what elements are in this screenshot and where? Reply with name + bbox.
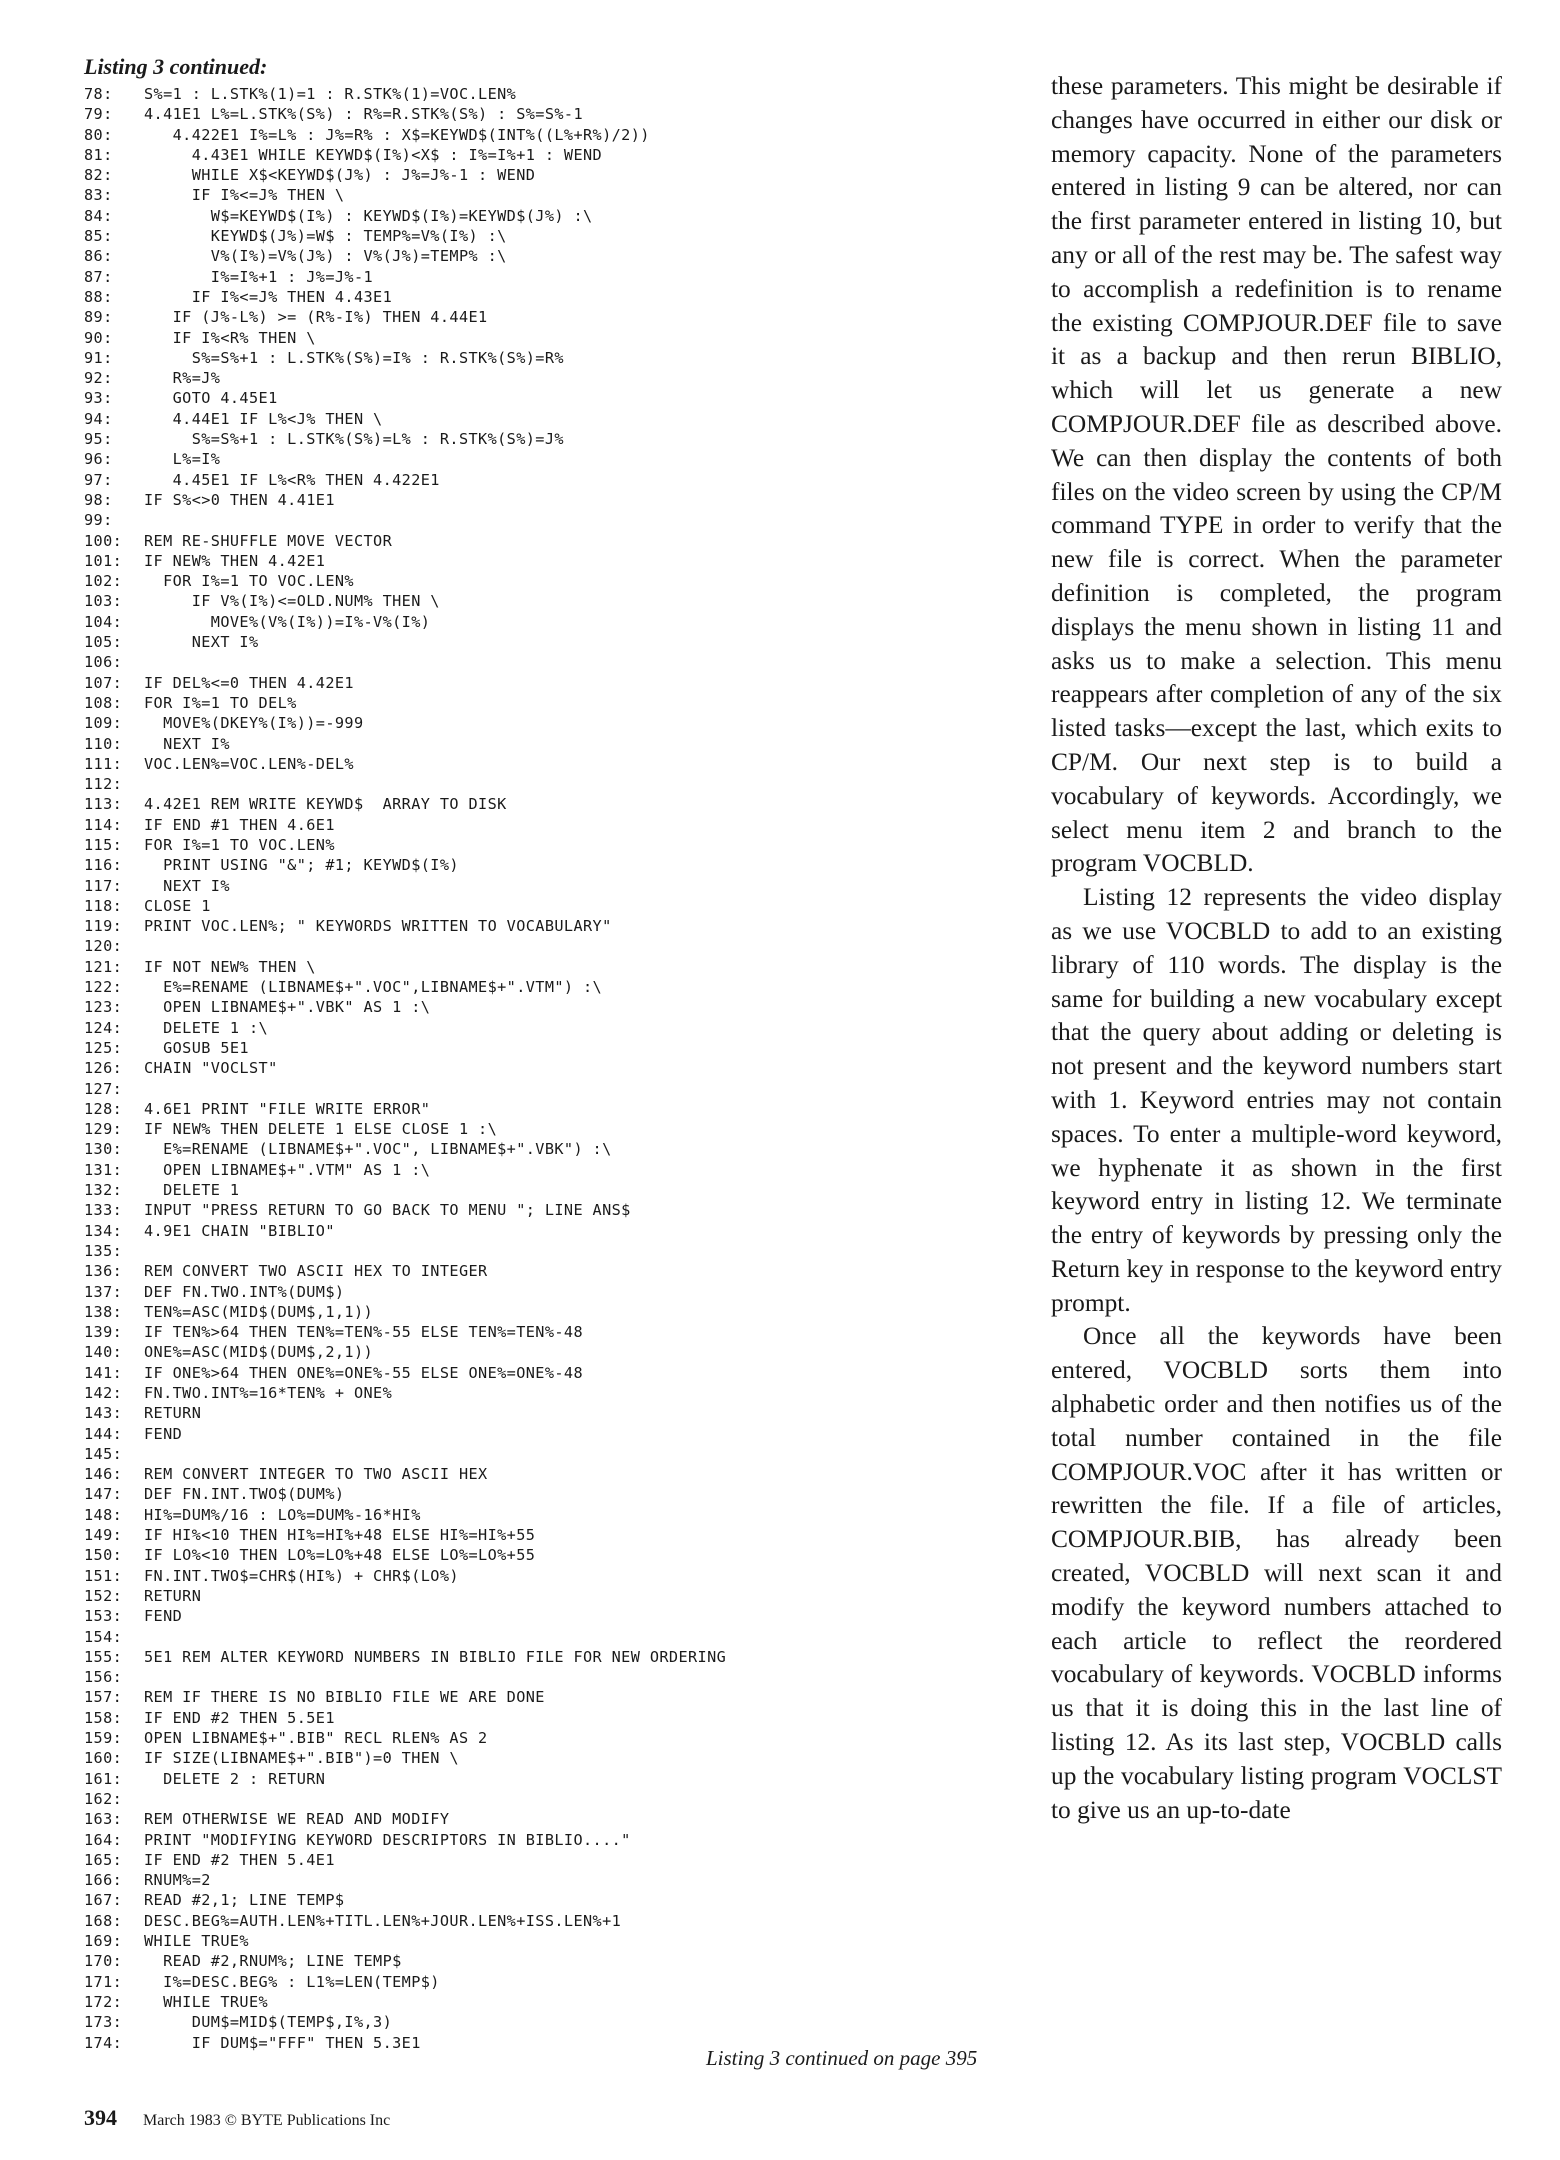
code-text: OPEN LIBNAME$+".BIB" RECL RLEN% AS 2 <box>144 1729 488 1748</box>
code-text: IF END #1 THEN 4.6E1 <box>144 815 335 834</box>
code-text: RETURN <box>144 1404 202 1423</box>
code-line <box>84 145 1014 165</box>
line-number: 119: <box>84 917 123 936</box>
code-line <box>84 612 1014 632</box>
code-text: 4.42E1 REM WRITE KEYWD$ ARRAY TO DISK <box>144 795 507 814</box>
line-number: 130: <box>84 1140 123 1159</box>
code-text: E%=RENAME (LIBNAME$+".VOC",LIBNAME$+".VTM") :\ <box>144 978 603 997</box>
code-text: PRINT USING "&"; #1; KEYWD$(I%) <box>144 856 459 875</box>
code-line <box>84 1606 1014 1626</box>
code-line <box>84 1099 1014 1119</box>
code-text: DEF FN.TWO.INT%(DUM$) <box>144 1282 345 1301</box>
code-text: IF ONE%>64 THEN ONE%=ONE%-55 ELSE ONE%=ONE%-48 <box>144 1363 584 1382</box>
code-text: L%=I% <box>144 450 221 469</box>
code-line <box>84 1647 1014 1667</box>
code-line <box>84 1890 1014 1910</box>
line-number: 154: <box>84 1627 123 1646</box>
line-number: 168: <box>84 1911 123 1930</box>
code-text: ONE%=ASC(MID$(DUM$,2,1)) <box>144 1343 374 1362</box>
line-number: 109: <box>84 714 123 733</box>
code-text: READ #2,1; LINE TEMP$ <box>144 1891 345 1910</box>
code-line <box>84 1160 1014 1180</box>
line-number: 167: <box>84 1891 123 1910</box>
code-text: 4.41E1 L%=L.STK%(S%) : R%=R.STK%(S%) : S%=S%-1 <box>144 105 584 124</box>
code-text: 4.43E1 WHILE KEYWD$(I%)<X$ : I%=I%+1 : WEND <box>144 145 603 164</box>
code-line <box>84 754 1014 774</box>
line-number: 133: <box>84 1201 123 1220</box>
line-number: 150: <box>84 1546 123 1565</box>
line-number: 92: <box>84 369 113 388</box>
line-number: 108: <box>84 693 123 712</box>
code-text: NEXT I% <box>144 734 230 753</box>
code-line <box>84 307 1014 327</box>
code-line <box>84 835 1014 855</box>
line-number: 149: <box>84 1526 123 1545</box>
code-text: S%=S%+1 : L.STK%(S%)=I% : R.STK%(S%)=R% <box>144 348 564 367</box>
code-text: IF I%<=J% THEN \ <box>144 186 345 205</box>
line-number: 80: <box>84 125 113 144</box>
line-number: 95: <box>84 430 113 449</box>
line-number: 126: <box>84 1059 123 1078</box>
code-line <box>84 693 1014 713</box>
code-line <box>84 226 1014 246</box>
line-number: 159: <box>84 1729 123 1748</box>
code-line <box>84 531 1014 551</box>
line-number: 137: <box>84 1282 123 1301</box>
code-line <box>84 429 1014 449</box>
article-column <box>1051 70 1502 1827</box>
code-text: 4.44E1 IF L%<J% THEN \ <box>144 409 383 428</box>
code-line <box>84 1586 1014 1606</box>
line-number: 129: <box>84 1120 123 1139</box>
line-number: 153: <box>84 1607 123 1626</box>
line-number: 94: <box>84 409 113 428</box>
code-line <box>84 1261 1014 1281</box>
code-line <box>84 1383 1014 1403</box>
code-line <box>84 1444 1014 1464</box>
line-number: 170: <box>84 1952 123 1971</box>
code-text: 4.9E1 CHAIN "BIBLIO" <box>144 1221 335 1240</box>
code-line <box>84 997 1014 1017</box>
line-number: 124: <box>84 1018 123 1037</box>
code-text: INPUT "PRESS RETURN TO GO BACK TO MENU "; LINE ANS$ <box>144 1201 631 1220</box>
code-text: IF END #2 THEN 5.4E1 <box>144 1850 335 1869</box>
line-number: 104: <box>84 612 123 631</box>
code-line <box>84 855 1014 875</box>
code-line <box>84 1687 1014 1707</box>
line-number: 135: <box>84 1241 123 1260</box>
line-number: 111: <box>84 754 123 773</box>
line-number: 164: <box>84 1830 123 1849</box>
line-number: 155: <box>84 1647 123 1666</box>
code-text: IF I%<=J% THEN 4.43E1 <box>144 287 393 306</box>
code-line <box>84 936 1014 956</box>
code-line <box>84 1830 1014 1850</box>
line-number: 82: <box>84 166 113 185</box>
line-number: 139: <box>84 1323 123 1342</box>
code-line <box>84 470 1014 490</box>
line-number: 152: <box>84 1586 123 1605</box>
code-text: KEYWD$(J%)=W$ : TEMP%=V%(I%) :\ <box>144 227 507 246</box>
code-line <box>84 1342 1014 1362</box>
code-text: READ #2,RNUM%; LINE TEMP$ <box>144 1952 402 1971</box>
code-text: IF (J%-L%) >= (R%-I%) THEN 4.44E1 <box>144 308 488 327</box>
code-line <box>84 1931 1014 1951</box>
line-number: 78: <box>84 85 113 103</box>
code-text: 4.45E1 IF L%<R% THEN 4.422E1 <box>144 470 440 489</box>
line-number: 112: <box>84 775 123 794</box>
code-line <box>84 1484 1014 1504</box>
code-text: 5E1 REM ALTER KEYWORD NUMBERS IN BIBLIO FILE FOR NEW ORDERING <box>144 1647 727 1666</box>
line-number: 160: <box>84 1749 123 1768</box>
code-text: PRINT VOC.LEN%; " KEYWORDS WRITTEN TO VOCABULARY" <box>144 917 612 936</box>
code-text: 4.422E1 I%=L% : J%=R% : X$=KEYWD$(INT%((L%+R%)/2)) <box>144 125 650 144</box>
code-text: E%=RENAME (LIBNAME$+".VOC", LIBNAME$+".VBK") :\ <box>144 1140 612 1159</box>
code-line <box>84 1119 1014 1139</box>
code-text: IF NEW% THEN 4.42E1 <box>144 551 326 570</box>
line-number: 113: <box>84 795 123 814</box>
code-line <box>84 165 1014 185</box>
line-number: 85: <box>84 227 113 246</box>
code-text: HI%=DUM%/16 : LO%=DUM%-16*HI% <box>144 1505 421 1524</box>
code-line <box>84 1951 1014 1971</box>
code-line <box>84 1079 1014 1099</box>
code-line <box>84 368 1014 388</box>
code-line <box>84 246 1014 266</box>
code-text: REM CONVERT INTEGER TO TWO ASCII HEX <box>144 1465 488 1484</box>
code-line <box>84 1667 1014 1687</box>
code-text: IF TEN%>64 THEN TEN%=TEN%-55 ELSE TEN%=TEN%-48 <box>144 1323 584 1342</box>
line-number: 90: <box>84 328 113 347</box>
line-number: 128: <box>84 1099 123 1118</box>
code-line <box>84 876 1014 896</box>
line-number: 98: <box>84 490 113 509</box>
line-number: 88: <box>84 287 113 306</box>
code-line <box>84 1748 1014 1768</box>
line-number: 174: <box>84 2033 123 2052</box>
code-text: IF V%(I%)<=OLD.NUM% THEN \ <box>144 592 440 611</box>
code-text: DELETE 1 <box>144 1181 240 1200</box>
code-text: FN.INT.TWO$=CHR$(HI%) + CHR$(LO%) <box>144 1566 459 1585</box>
line-number: 166: <box>84 1871 123 1890</box>
line-number: 83: <box>84 186 113 205</box>
code-line <box>84 652 1014 672</box>
code-line <box>84 977 1014 997</box>
code-text: IF END #2 THEN 5.5E1 <box>144 1708 335 1727</box>
code-text: 4.6E1 PRINT "FILE WRITE ERROR" <box>144 1099 431 1118</box>
code-line <box>84 1972 1014 1992</box>
code-line <box>84 1992 1014 2012</box>
code-line <box>84 713 1014 733</box>
line-number: 161: <box>84 1769 123 1788</box>
line-number: 81: <box>84 145 113 164</box>
code-text: W$=KEYWD$(I%) : KEYWD$(I%)=KEYWD$(J%) :\ <box>144 206 593 225</box>
code-line <box>84 673 1014 693</box>
code-line <box>84 287 1014 307</box>
line-number: 107: <box>84 673 123 692</box>
code-text: IF HI%<10 THEN HI%=HI%+48 ELSE HI%=HI%+55 <box>144 1526 536 1545</box>
paragraph: these parameters. This might be desirable if changes have occurred in either our disk or memory capacity. None of the parameters entered in listing 9 can be altered, nor can the first parameter entered in listing 10, but any or all of the rest may be. The safest way to accomplish a redefinition is to rename the existing COMPJOUR.DEF file to save it as a backup and then rerun BIBLIO, which will let us generate a new COMPJOUR.DEF file as described above. We can then display the contents of both files on the video screen by using the CP/M command TYPE in order to verify that the new file is correct. When the parameter definition is completed, the program displays the menu shown in listing 11 and asks us to make a selection. This menu reappears after completion of any of the six listed tasks—except the last, which exits to CP/M. Our next step is to build a vocabulary of keywords. Accordingly, we select menu item 2 and branch to the program VOCBLD. <box>1051 72 1502 878</box>
line-number: 173: <box>84 2013 123 2032</box>
code-text: FEND <box>144 1424 183 1443</box>
line-number: 145: <box>84 1444 123 1463</box>
code-text: FOR I%=1 TO DEL% <box>144 693 297 712</box>
code-line <box>84 591 1014 611</box>
line-number: 156: <box>84 1668 123 1687</box>
code-text: IF S%<>0 THEN 4.41E1 <box>144 490 335 509</box>
code-line <box>84 104 1014 124</box>
line-number: 87: <box>84 267 113 286</box>
line-number: 162: <box>84 1789 123 1808</box>
code-line <box>84 551 1014 571</box>
code-text: FOR I%=1 TO VOC.LEN% <box>144 835 335 854</box>
code-text: DELETE 1 :\ <box>144 1018 269 1037</box>
code-line <box>84 409 1014 429</box>
line-number: 143: <box>84 1404 123 1423</box>
code-text: OPEN LIBNAME$+".VBK" AS 1 :\ <box>144 998 431 1017</box>
code-text: WHILE X$<KEYWD$(J%) : J%=J%-1 : WEND <box>144 166 536 185</box>
code-line <box>84 896 1014 916</box>
code-line <box>84 1870 1014 1890</box>
code-text: CHAIN "VOCLST" <box>144 1059 278 1078</box>
code-text: REM IF THERE IS NO BIBLIO FILE WE ARE DONE <box>144 1688 545 1707</box>
line-number: 123: <box>84 998 123 1017</box>
line-number: 151: <box>84 1566 123 1585</box>
line-number: 163: <box>84 1810 123 1829</box>
code-listing <box>84 84 1014 2053</box>
code-text: WHILE TRUE% <box>144 1992 269 2011</box>
line-number: 172: <box>84 1992 123 2011</box>
code-line <box>84 1038 1014 1058</box>
line-number: 121: <box>84 957 123 976</box>
code-text: VOC.LEN%=VOC.LEN%-DEL% <box>144 754 354 773</box>
code-line <box>84 388 1014 408</box>
code-line <box>84 1322 1014 1342</box>
footer-line: March 1983 © BYTE Publications Inc <box>143 2112 391 2129</box>
line-number: 146: <box>84 1465 123 1484</box>
code-text: IF LO%<10 THEN LO%=LO%+48 ELSE LO%=LO%+55 <box>144 1546 536 1565</box>
line-number: 165: <box>84 1850 123 1869</box>
code-text: WHILE TRUE% <box>144 1932 249 1951</box>
line-number: 110: <box>84 734 123 753</box>
code-line <box>84 571 1014 591</box>
line-number: 105: <box>84 633 123 652</box>
line-number: 102: <box>84 572 123 591</box>
code-text: NEXT I% <box>144 876 230 895</box>
code-text: DELETE 2 : RETURN <box>144 1769 326 1788</box>
code-text: IF NOT NEW% THEN \ <box>144 957 316 976</box>
code-text: REM OTHERWISE WE READ AND MODIFY <box>144 1810 450 1829</box>
code-line <box>84 348 1014 368</box>
paragraph: Once all the keywords have been entered, VOCBLD sorts them into alphabetic order and then notifies us of the total number contained in the file COMPJOUR.VOC after it has written or rewritten the file. If a file of articles, COMPJOUR.BIB, has already been created, VOCBLD will next scan it and modify the keyword numbers attached to each article to reflect the reordered vocabulary of keywords. VOCBLD informs us that it is doing this in the last line of listing 12. As its last step, VOCBLD calls up the vocabulary listing program VOCLST to give us an up-to-date <box>1051 1322 1502 1824</box>
code-text: GOSUB 5E1 <box>144 1038 249 1057</box>
code-text: PRINT "MODIFYING KEYWORD DESCRIPTORS IN BIBLIO...." <box>144 1830 631 1849</box>
code-line <box>84 794 1014 814</box>
line-number: 131: <box>84 1160 123 1179</box>
line-number: 117: <box>84 876 123 895</box>
code-line <box>84 1850 1014 1870</box>
line-number: 171: <box>84 1972 123 1991</box>
line-number: 116: <box>84 856 123 875</box>
code-line <box>84 1911 1014 1931</box>
code-text: IF DUM$="FFF" THEN 5.3E1 <box>144 2033 421 2052</box>
code-text: REM CONVERT TWO ASCII HEX TO INTEGER <box>144 1262 488 1281</box>
code-text: CLOSE 1 <box>144 896 211 915</box>
code-line <box>84 1708 1014 1728</box>
line-number: 115: <box>84 835 123 854</box>
code-text: IF DEL%<=0 THEN 4.42E1 <box>144 673 354 692</box>
code-line <box>84 328 1014 348</box>
code-text: V%(I%)=V%(J%) : V%(J%)=TEMP% :\ <box>144 247 507 266</box>
code-text: I%=DESC.BEG% : L1%=LEN(TEMP$) <box>144 1972 440 1991</box>
code-text: GOTO 4.45E1 <box>144 389 278 408</box>
code-text: FOR I%=1 TO VOC.LEN% <box>144 572 354 591</box>
code-line <box>84 1566 1014 1586</box>
line-number: 122: <box>84 978 123 997</box>
code-line <box>84 632 1014 652</box>
line-number: 140: <box>84 1343 123 1362</box>
code-line <box>84 1180 1014 1200</box>
line-number: 158: <box>84 1708 123 1727</box>
code-line <box>84 1221 1014 1241</box>
code-text: DESC.BEG%=AUTH.LEN%+TITL.LEN%+JOUR.LEN%+ISS.LEN%+1 <box>144 1911 622 1930</box>
code-line <box>84 1139 1014 1159</box>
line-number: 141: <box>84 1363 123 1382</box>
paragraph: Listing 12 represents the video display as we use VOCBLD to add to an existing library of 110 words. The display is the same for building a new vocabulary except that the query about adding or deleting is not present and the keyword numbers start with 1. Keyword entries may not contain spaces. To enter a multiple-word keyword, we hyphenate it as shown in the first keyword entry in listing 12. We terminate the entry of keywords by pressing only the Return key in response to the keyword entry prompt. <box>1051 883 1502 1317</box>
line-number: 93: <box>84 389 113 408</box>
line-number: 157: <box>84 1688 123 1707</box>
listing-title: Listing 3 continued: <box>84 54 268 79</box>
code-line <box>84 1241 1014 1261</box>
line-number: 84: <box>84 206 113 225</box>
line-number: 103: <box>84 592 123 611</box>
line-number: 134: <box>84 1221 123 1240</box>
code-line <box>84 267 1014 287</box>
code-text: RNUM%=2 <box>144 1871 211 1890</box>
code-line <box>84 84 1014 104</box>
page-number: 394 <box>84 2105 117 2130</box>
code-line <box>84 1363 1014 1383</box>
line-number: 100: <box>84 531 123 550</box>
code-line <box>84 1809 1014 1829</box>
code-text: IF NEW% THEN DELETE 1 ELSE CLOSE 1 :\ <box>144 1120 498 1139</box>
code-line <box>84 125 1014 145</box>
line-number: 136: <box>84 1262 123 1281</box>
code-line <box>84 1505 1014 1525</box>
line-number: 91: <box>84 348 113 367</box>
code-line <box>84 1302 1014 1322</box>
code-line <box>84 185 1014 205</box>
code-text: DEF FN.INT.TWO$(DUM%) <box>144 1485 345 1504</box>
line-number: 127: <box>84 1079 123 1098</box>
line-number: 142: <box>84 1384 123 1402</box>
line-number: 97: <box>84 470 113 489</box>
code-line <box>84 1200 1014 1220</box>
code-text: TEN%=ASC(MID$(DUM$,1,1)) <box>144 1302 374 1321</box>
line-number: 148: <box>84 1505 123 1524</box>
code-line <box>84 1769 1014 1789</box>
code-line <box>84 957 1014 977</box>
code-text: DUM$=MID$(TEMP$,I%,3) <box>144 2013 393 2032</box>
code-line <box>84 449 1014 469</box>
code-line <box>84 916 1014 936</box>
code-line <box>84 1728 1014 1748</box>
code-line <box>84 1464 1014 1484</box>
line-number: 138: <box>84 1302 123 1321</box>
code-text: MOVE%(DKEY%(I%))=-999 <box>144 714 364 733</box>
code-line <box>84 1424 1014 1444</box>
code-text: S%=1 : L.STK%(1)=1 : R.STK%(1)=VOC.LEN% <box>144 85 517 103</box>
code-line <box>84 2012 1014 2032</box>
code-text: S%=S%+1 : L.STK%(S%)=L% : R.STK%(S%)=J% <box>144 430 564 449</box>
code-line <box>84 206 1014 226</box>
line-number: 96: <box>84 450 113 469</box>
continued-note: Listing 3 continued on page 395 <box>706 2046 978 2070</box>
code-line <box>84 774 1014 794</box>
code-line <box>84 1789 1014 1809</box>
code-text: FEND <box>144 1607 183 1626</box>
code-line <box>84 734 1014 754</box>
code-line <box>84 1282 1014 1302</box>
code-text: IF SIZE(LIBNAME$+".BIB")=0 THEN \ <box>144 1749 459 1768</box>
code-line <box>84 510 1014 530</box>
code-line <box>84 1058 1014 1078</box>
code-text: IF I%<R% THEN \ <box>144 328 316 347</box>
code-text: NEXT I% <box>144 633 259 652</box>
line-number: 169: <box>84 1932 123 1951</box>
line-number: 86: <box>84 247 113 266</box>
code-line <box>84 1018 1014 1038</box>
code-line <box>84 1525 1014 1545</box>
code-text: FN.TWO.INT%=16*TEN% + ONE% <box>144 1384 393 1402</box>
line-number: 79: <box>84 105 113 124</box>
line-number: 132: <box>84 1181 123 1200</box>
code-line <box>84 1545 1014 1565</box>
line-number: 147: <box>84 1485 123 1504</box>
line-number: 99: <box>84 511 113 530</box>
line-number: 118: <box>84 896 123 915</box>
code-text: OPEN LIBNAME$+".VTM" AS 1 :\ <box>144 1160 431 1179</box>
code-line <box>84 490 1014 510</box>
line-number: 144: <box>84 1424 123 1443</box>
line-number: 114: <box>84 815 123 834</box>
line-number: 106: <box>84 653 123 672</box>
code-text: R%=J% <box>144 369 221 388</box>
code-text: I%=I%+1 : J%=J%-1 <box>144 267 374 286</box>
line-number: 89: <box>84 308 113 327</box>
code-text: MOVE%(V%(I%))=I%-V%(I%) <box>144 612 431 631</box>
code-text: REM RE-SHUFFLE MOVE VECTOR <box>144 531 393 550</box>
line-number: 125: <box>84 1038 123 1057</box>
code-line <box>84 815 1014 835</box>
code-text: RETURN <box>144 1586 202 1605</box>
code-line <box>84 1627 1014 1647</box>
line-number: 101: <box>84 551 123 570</box>
line-number: 120: <box>84 937 123 956</box>
code-line <box>84 1403 1014 1423</box>
page-footer <box>84 2105 390 2131</box>
